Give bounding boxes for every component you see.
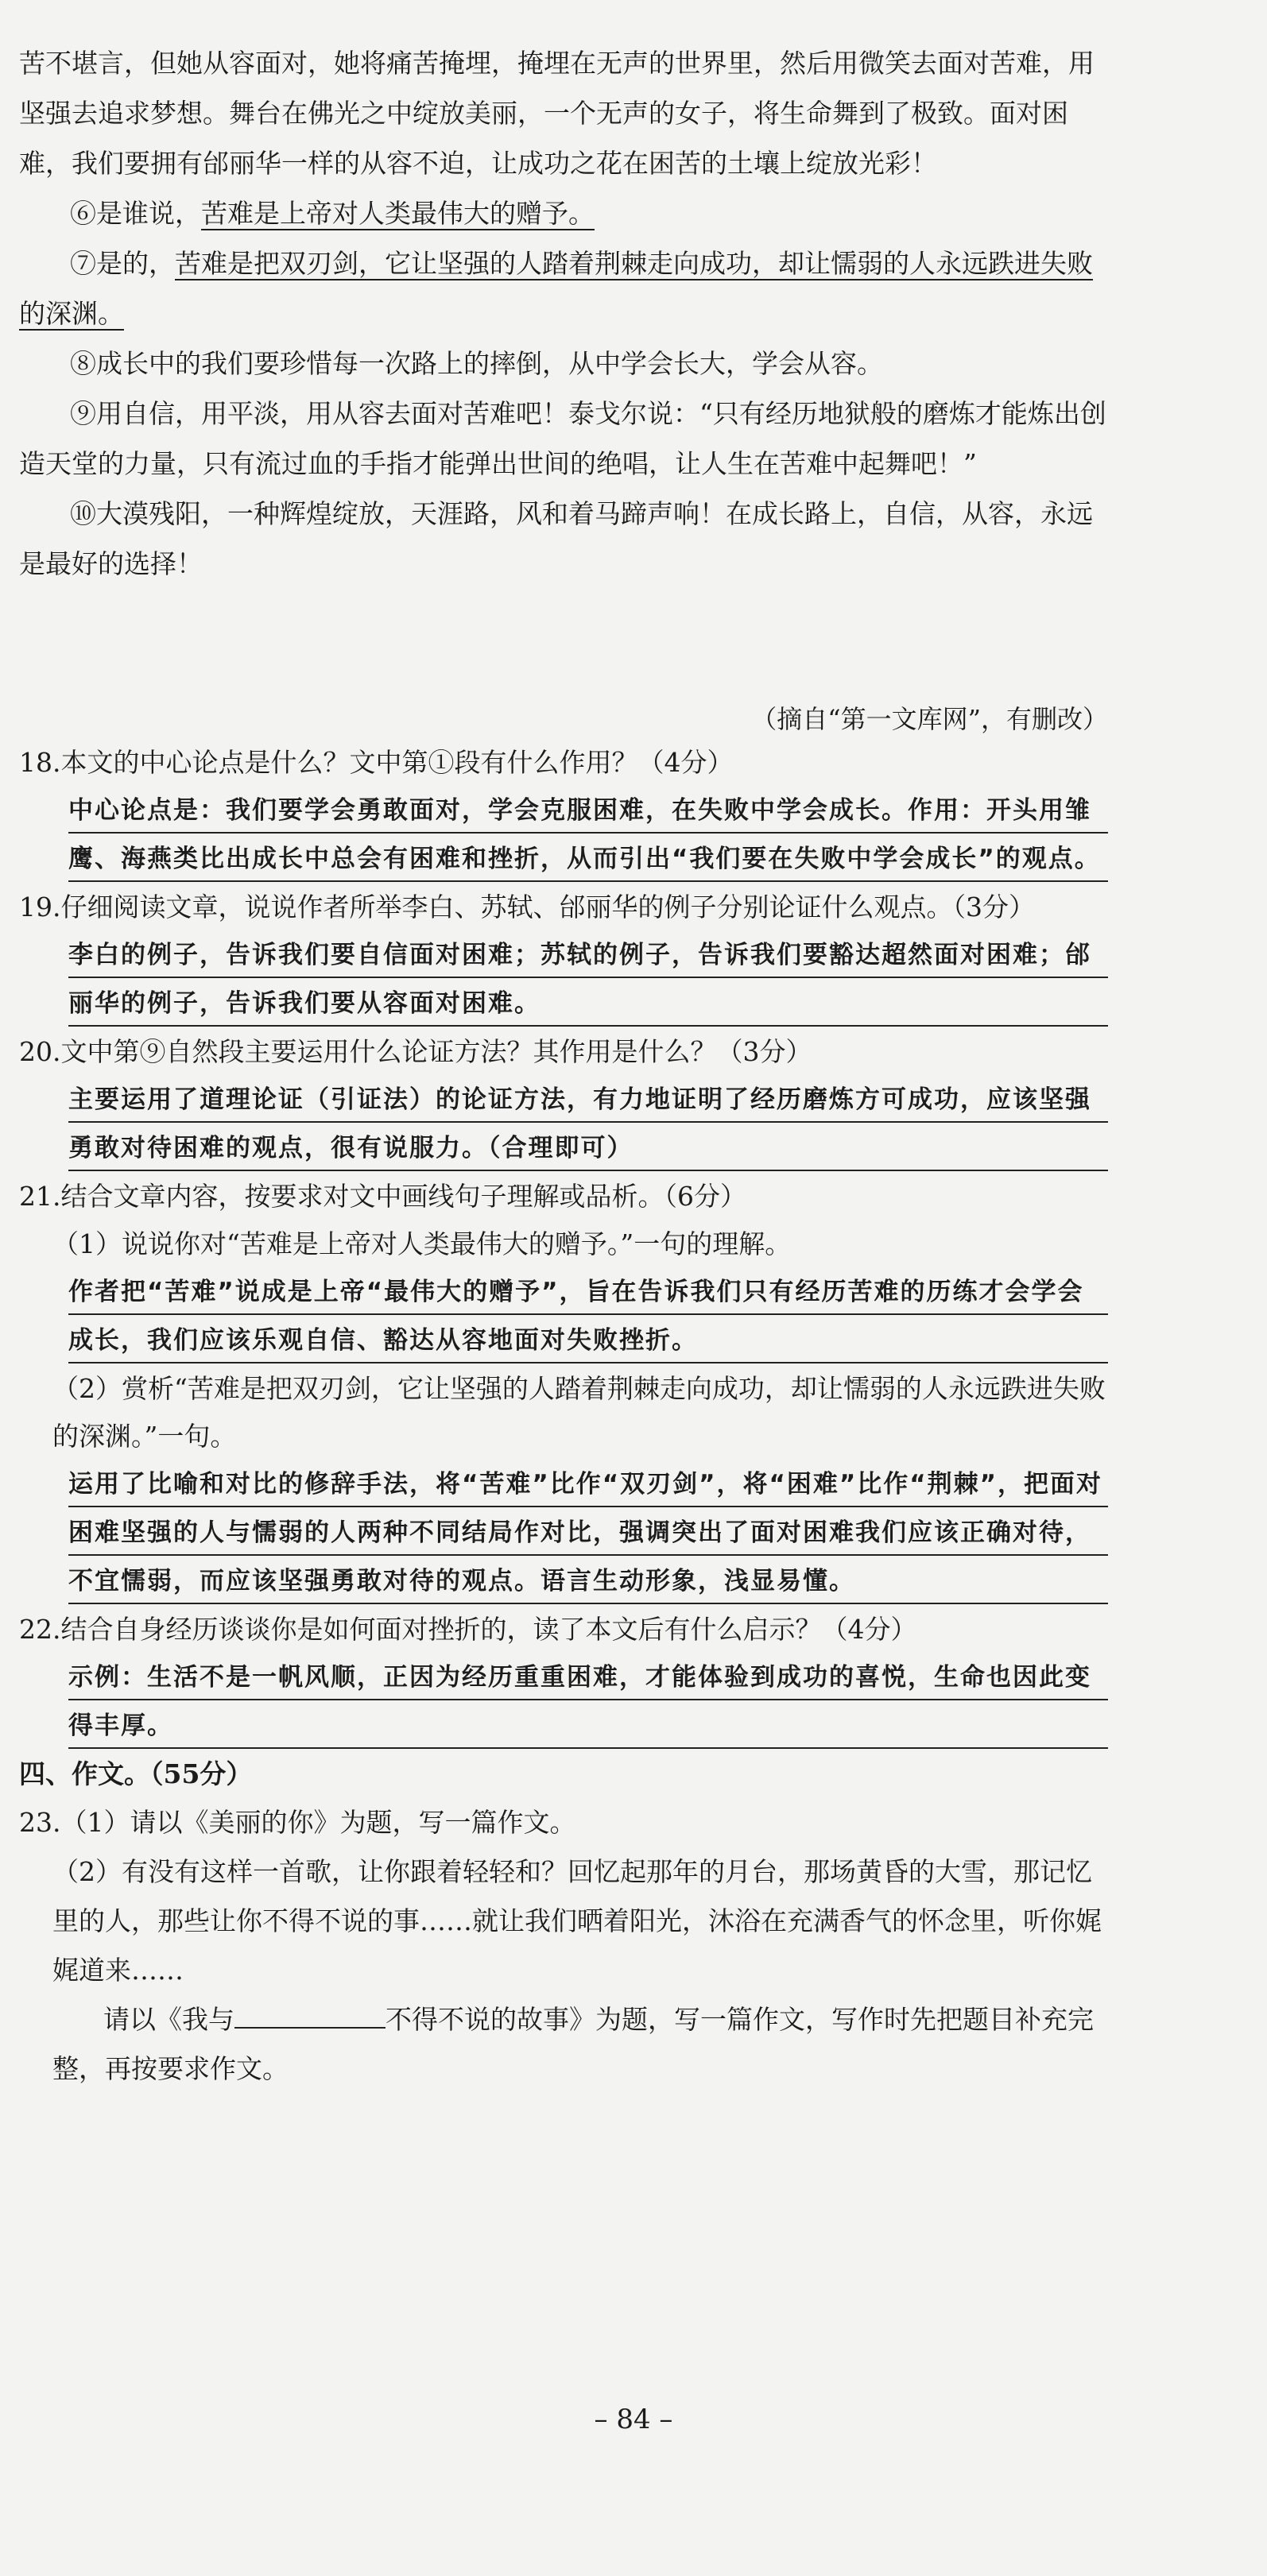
answer-21-part-1: 作者把“苦难”说成是上帝“最伟大的赠予”，旨在告诉我们只有经历苦难的历练才会学会成长，我们应该乐观自信、豁达从容地面对失败挫折。 <box>68 1268 1108 1365</box>
paragraph-6-lead: ⑥是谁说， <box>70 198 201 229</box>
question-23-instruction <box>19 1995 1108 2094</box>
page-number: – 84 – <box>594 2404 673 2435</box>
question-23-option-1: 23.（1）请以《美丽的你》为题，写一篇作文。 <box>19 1807 576 1838</box>
title-blank <box>234 1998 386 2029</box>
answer-22: 示例：生活不是一帆风顺，正因为经历重重困难，才能体验到成功的喜悦，生命也因此变得丰厚。 <box>68 1654 1108 1750</box>
paragraph-8: ⑧成长中的我们要珍惜每一次路上的摔倒，从中学会长大，学会从容。 <box>70 348 883 379</box>
question-20: 20.文中第⑨自然段主要运用什么论证方法？其作用是什么？（3分） <box>19 1036 812 1067</box>
answer-18: 中心论点是：我们要学会勇敢面对，学会克服困难，在失败中学会成长。作用：开头用雏鹰、海燕类比出成长中总会有困难和挫折，从而引出“我们要在失败中学会成长”的观点。 <box>68 787 1108 884</box>
paragraph-7-lead: ⑦是的， <box>70 248 175 279</box>
question-19: 19.仔细阅读文章，说说作者所举李白、苏轼、邰丽华的例子分别论证什么观点。（3分） <box>19 892 1035 922</box>
article-text <box>19 38 1108 589</box>
paragraph-6 <box>19 188 1108 238</box>
article-source: （摘自“第一文库网”，有删改） <box>751 704 1108 734</box>
answer-21-part-2: 运用了比喻和对比的修辞手法，将“苦难”比作“双刃剑”，将“困难”比作“荆棘”，把面对困难坚强的人与懦弱的人两种不同结局作对比，强调突出了面对困难我们应该正确对待，不宜懦弱，而应该坚强勇敢对待的观点。语言生动形象，浅显易懂。 <box>68 1460 1108 1606</box>
essay-section-heading: 四、作文。（55分） <box>19 1758 253 1789</box>
underlined-sentence-1: 苦难是上帝对人类最伟大的赠予。 <box>201 198 595 229</box>
question-21-part-2: （2）赏析“苦难是把双刃剑，它让坚强的人踏着荆棘走向成功，却让懦弱的人永远跌进失败的深渊。”一句。 <box>52 1373 1106 1452</box>
underlined-sentence-2: 苦难是把双刃剑，它让坚强的人踏着荆棘走向成功，却让懦弱的人永远跌进失败的深渊。 <box>19 248 1093 329</box>
paragraph-7 <box>19 238 1108 338</box>
questions-section <box>19 739 1108 2094</box>
paragraph-5-continuation: 苦不堪言，但她从容面对，她将痛苦掩埋，掩埋在无声的世界里，然后用微笑去面对苦难，用坚强去追求梦想。舞台在佛光之中绽放美丽，一个无声的女子，将生命舞到了极致。面对困难，我们要拥有邰丽华一样的从容不迫，让成功之花在困苦的土壤上绽放光彩！ <box>19 48 1095 179</box>
question-18: 18.本文的中心论点是什么？文中第①段有什么作用？（4分） <box>19 747 734 778</box>
question-23-option-2: （2）有没有这样一首歌，让你跟着轻轻和？回忆起那年的月台，那场黄昏的大雪，那记忆里的人，那些让你不得不说的事……就让我们晒着阳光，沐浴在充满香气的怀念里，听你娓娓道来…… <box>52 1856 1102 1986</box>
question-21: 21.结合文章内容，按要求对文中画线句子理解或品析。（6分） <box>19 1181 746 1212</box>
instruction-suffix: 不得不说的故事》为题，写一篇作文，写作时先把题目补充完整，再按要求作文。 <box>52 2004 1094 2084</box>
question-21-part-1: （1）说说你对“苦难是上帝对人类最伟大的赠予。”一句的理解。 <box>52 1228 792 1259</box>
answer-19: 李白的例子，告诉我们要自信面对困难；苏轼的例子，告诉我们要豁达超然面对困难；邰丽华的例子，告诉我们要从容面对困难。 <box>68 931 1108 1028</box>
paragraph-10: ⑩大漠残阳，一种辉煌绽放，天涯路，风和着马蹄声响！在成长路上，自信，从容，永远是最好的选择！ <box>19 498 1093 579</box>
question-22: 22.结合自身经历谈谈你是如何面对挫折的，读了本文后有什么启示？（4分） <box>19 1614 917 1645</box>
answer-20: 主要运用了道理论证（引证法）的论证方法，有力地证明了经历磨炼方可成功，应该坚强勇敢对待困难的观点，很有说服力。（合理即可） <box>68 1076 1108 1173</box>
instruction-prefix: 请以《我与 <box>103 2004 234 2035</box>
paragraph-9: ⑨用自信，用平淡，用从容去面对苦难吧！泰戈尔说：“只有经历地狱般的磨炼才能炼出创造天堂的力量，只有流过血的手指才能弹出世间的绝唱，让人生在苦难中起舞吧！” <box>19 398 1106 479</box>
